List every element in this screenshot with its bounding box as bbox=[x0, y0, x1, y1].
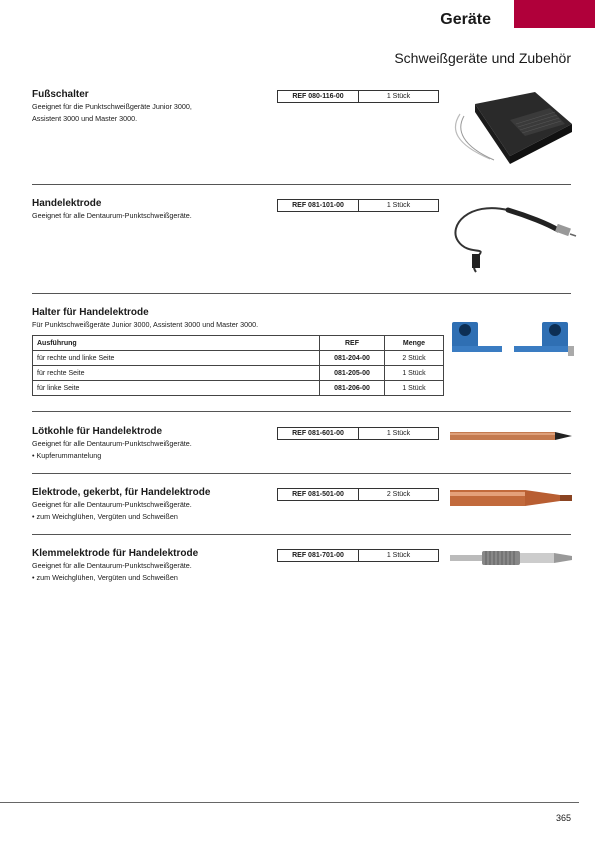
table-cell: 2 Stück bbox=[385, 351, 444, 366]
table-row bbox=[33, 366, 444, 381]
quantity: 1 Stück bbox=[386, 202, 411, 209]
ref-number: REF 081-501-00 bbox=[278, 489, 359, 500]
product-title: Halter für Handelektrode bbox=[32, 307, 149, 318]
column-header: Menge bbox=[385, 336, 444, 351]
product-title: Klemmelektrode für Handelektrode bbox=[32, 548, 199, 559]
quantity: 2 Stück bbox=[386, 491, 411, 498]
foot-switch-image bbox=[450, 84, 575, 164]
section-divider bbox=[32, 293, 571, 294]
product-desc: Geeignet für alle Dentaurum-Punktschweißgeräte. bbox=[32, 439, 192, 448]
product-desc: • zum Weichglühen, Vergüten und Schweißen bbox=[32, 512, 178, 521]
product-desc: Geeignet für die Punktschweißgeräte Junior 3000, bbox=[32, 102, 192, 111]
product-desc: Geeignet für alle Dentaurum-Punktschweißgeräte. bbox=[32, 211, 192, 220]
header-accent-tab bbox=[514, 0, 595, 28]
product-desc: • zum Weichglühen, Vergüten und Schweißen bbox=[32, 573, 178, 582]
ref-box bbox=[277, 488, 439, 501]
table-row bbox=[33, 381, 444, 396]
product-desc: • Kupferummantelung bbox=[32, 451, 102, 460]
table-cell: 081-206-00 bbox=[320, 381, 385, 396]
product-title: Lötkohle für Handelektrode bbox=[32, 426, 163, 437]
product-desc: Geeignet für alle Dentaurum-Punktschweißgeräte. bbox=[32, 500, 192, 509]
notched-electrode-image bbox=[450, 488, 575, 508]
quantity: 1 Stück bbox=[386, 552, 411, 559]
product-desc: Geeignet für alle Dentaurum-Punktschweißgeräte. bbox=[32, 561, 192, 570]
product-desc: Assistent 3000 und Master 3000. bbox=[32, 114, 138, 123]
section-divider bbox=[32, 184, 571, 185]
table-cell: 081-204-00 bbox=[320, 351, 385, 366]
quantity: 1 Stück bbox=[386, 93, 411, 100]
section-divider bbox=[32, 473, 571, 474]
ref-box bbox=[277, 549, 439, 562]
solder-carbon-image bbox=[450, 430, 575, 442]
ref-number: REF 081-701-00 bbox=[278, 550, 359, 561]
table-cell: für rechte Seite bbox=[33, 366, 320, 381]
section-divider bbox=[32, 534, 571, 535]
ref-number: REF 081-601-00 bbox=[278, 428, 359, 439]
ref-number: REF 080-116-00 bbox=[278, 91, 359, 102]
table-cell: für rechte und linke Seite bbox=[33, 351, 320, 366]
page-category-title: Geräte bbox=[440, 11, 491, 28]
page-subtitle: Schweißgeräte und Zubehör bbox=[394, 50, 571, 66]
table-cell: 081-205-00 bbox=[320, 366, 385, 381]
column-header: Ausführung bbox=[33, 336, 320, 351]
page-number: 365 bbox=[555, 813, 571, 823]
table-header-row bbox=[33, 336, 444, 351]
product-title: Fußschalter bbox=[32, 89, 89, 100]
section-divider bbox=[32, 411, 571, 412]
ref-box bbox=[277, 199, 439, 212]
holder-image bbox=[450, 316, 578, 358]
hand-electrode-image bbox=[448, 196, 578, 276]
column-header: REF bbox=[320, 336, 385, 351]
footer-divider bbox=[0, 802, 579, 803]
ref-box bbox=[277, 90, 439, 103]
table-cell: 1 Stück bbox=[385, 381, 444, 396]
quantity: 1 Stück bbox=[386, 430, 411, 437]
table-row bbox=[33, 351, 444, 366]
product-desc: Für Punktschweißgeräte Junior 3000, Assistent 3000 und Master 3000. bbox=[32, 320, 259, 329]
product-title: Elektrode, gekerbt, für Handelektrode bbox=[32, 487, 211, 498]
clamp-electrode-image bbox=[450, 548, 575, 568]
table-cell: 1 Stück bbox=[385, 366, 444, 381]
holder-variant-table bbox=[32, 335, 444, 396]
ref-box bbox=[277, 427, 439, 440]
table-cell: für linke Seite bbox=[33, 381, 320, 396]
ref-number: REF 081-101-00 bbox=[278, 200, 359, 211]
product-title: Handelektrode bbox=[32, 198, 102, 209]
